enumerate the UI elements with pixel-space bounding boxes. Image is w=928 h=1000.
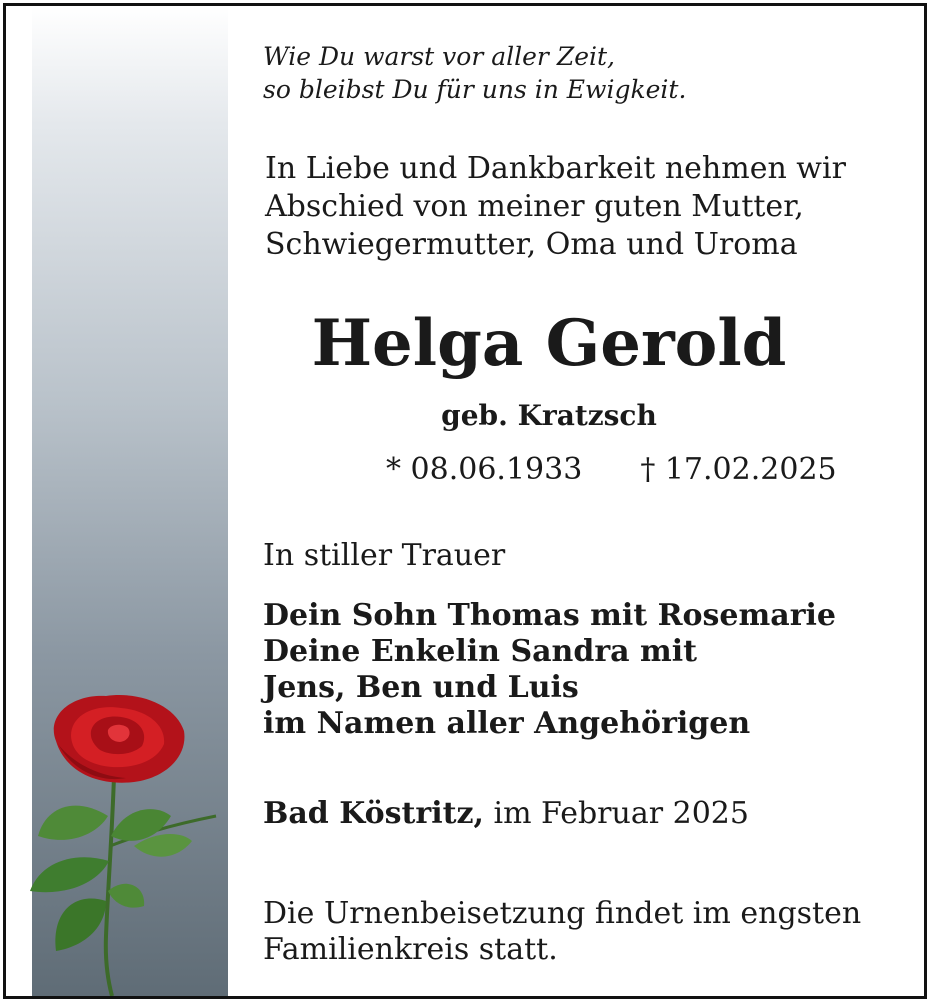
deceased-name: Helga Gerold [311, 306, 787, 381]
mourning-line: In stiller Trauer [263, 538, 506, 573]
burial-note [263, 896, 861, 968]
place-town: Bad Köstritz, [263, 796, 484, 831]
intro-text [265, 150, 846, 264]
place-month: im Februar 2025 [483, 796, 749, 831]
obituary-card [3, 3, 927, 999]
motto-line: so bleibst Du für uns in Ewigkeit. [263, 75, 687, 104]
motto-line: Wie Du warst vor aller Zeit, [263, 42, 615, 71]
family-line: im Namen aller Angehörigen [263, 706, 751, 741]
family-list [263, 598, 836, 742]
family-line: Dein Sohn Thomas mit Rosemarie [263, 598, 836, 633]
family-line: Deine Enkelin Sandra mit [263, 634, 698, 669]
birth-name: geb. Kratzsch [441, 399, 657, 432]
intro-line: Schwiegermutter, Oma und Uroma [265, 227, 798, 262]
intro-line: In Liebe und Dankbarkeit nehmen wir [265, 151, 846, 186]
note-line: Familienkreis statt. [263, 932, 558, 967]
note-line: Die Urnenbeisetzung findet im engsten [263, 896, 862, 931]
intro-line: Abschied von meiner guten Mutter, [265, 189, 804, 224]
life-dates [386, 452, 837, 487]
death-date: † 17.02.2025 [640, 452, 837, 487]
family-line: Jens, Ben und Luis [263, 670, 579, 705]
motto-verse [263, 40, 686, 106]
rose-icon [16, 686, 226, 996]
birth-date: * 08.06.1933 [386, 452, 583, 487]
place-date [263, 796, 749, 831]
